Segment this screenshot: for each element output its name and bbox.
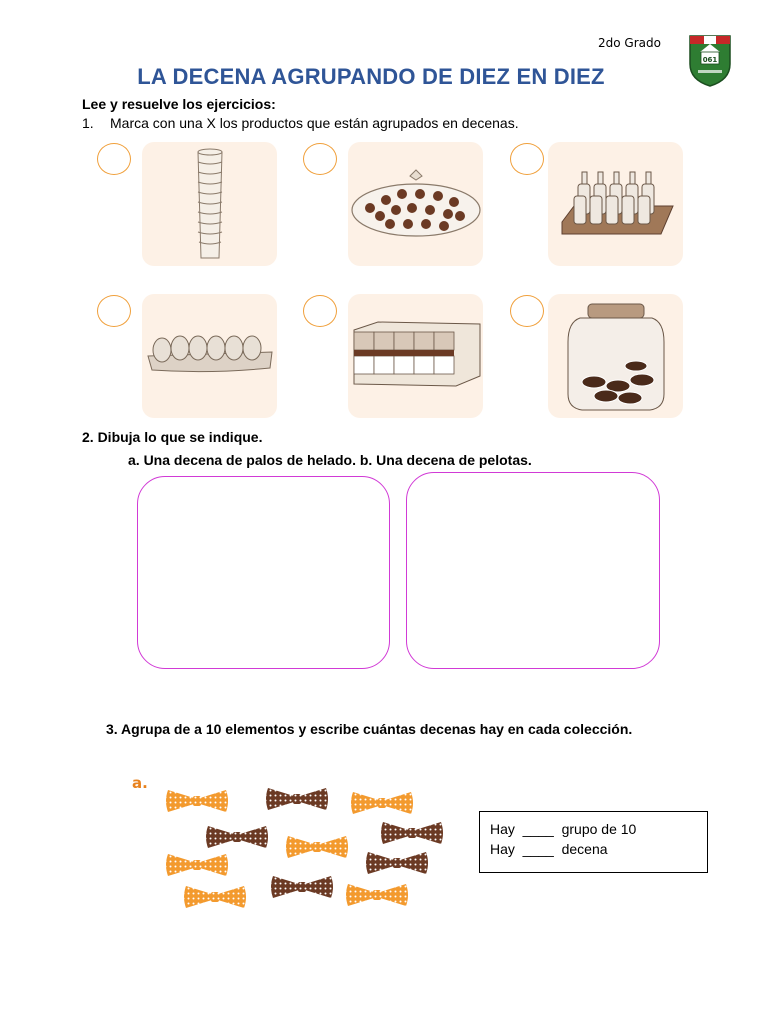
grade-label: 2do Grado — [598, 36, 661, 50]
instructions: Lee y resuelve los ejercicios: — [82, 96, 276, 112]
stacked-cups-icon — [190, 148, 230, 262]
checkbox-circle-2[interactable] — [303, 143, 337, 175]
logo-text: 061 — [702, 56, 718, 64]
drawing-box-balls[interactable] — [406, 472, 660, 669]
bow-orange — [184, 886, 246, 908]
answer-box — [479, 811, 708, 873]
bow-orange — [351, 792, 413, 814]
item-a-label: a. — [132, 774, 148, 792]
cookie-jar-icon — [564, 302, 668, 414]
egg-carton-icon — [144, 328, 276, 378]
product-card-6 — [548, 294, 683, 418]
product-card-5 — [348, 294, 483, 418]
chocolates-tray-icon — [350, 162, 482, 242]
question-2-sub: a. Una decena de palos de helado. b. Una decena de pelotas. — [128, 452, 532, 468]
bow-orange — [286, 836, 348, 858]
drawing-box-sticks[interactable] — [137, 476, 390, 669]
bow-brown — [381, 822, 443, 844]
product-card-1 — [142, 142, 277, 266]
bow-orange — [166, 854, 228, 876]
bow-brown — [366, 852, 428, 874]
checkbox-circle-1[interactable] — [97, 143, 131, 175]
question-2: 2. Dibuja lo que se indique. — [82, 429, 263, 445]
bottles-tray-icon — [560, 166, 675, 238]
bows-collection — [160, 780, 450, 920]
checkbox-circle-4[interactable] — [97, 295, 131, 327]
checkbox-circle-5[interactable] — [303, 295, 337, 327]
page-title: LA DECENA AGRUPANDO DE DIEZ EN DIEZ — [137, 64, 605, 89]
bow-brown — [266, 788, 328, 810]
product-card-3 — [548, 142, 683, 266]
product-card-4 — [142, 294, 277, 418]
checkbox-circle-3[interactable] — [510, 143, 544, 175]
bow-brown — [271, 876, 333, 898]
question-3: 3. Agrupa de a 10 elementos y escribe cuántas decenas hay en cada colección. — [106, 721, 633, 737]
bow-orange — [166, 790, 228, 812]
answer-line-1[interactable]: Hay ____ grupo de 10 — [490, 821, 637, 837]
question-1-text: Marca con una X los productos que están agrupados en decenas. — [110, 115, 519, 131]
checkbox-circle-6[interactable] — [510, 295, 544, 327]
question-1 — [82, 115, 519, 131]
bow-brown — [206, 826, 268, 848]
boxes-pack-icon — [348, 316, 483, 394]
product-card-2 — [348, 142, 483, 266]
answer-line-2[interactable]: Hay ____ decena — [490, 841, 608, 857]
bow-orange — [346, 884, 408, 906]
question-1-number: 1. — [82, 115, 94, 131]
